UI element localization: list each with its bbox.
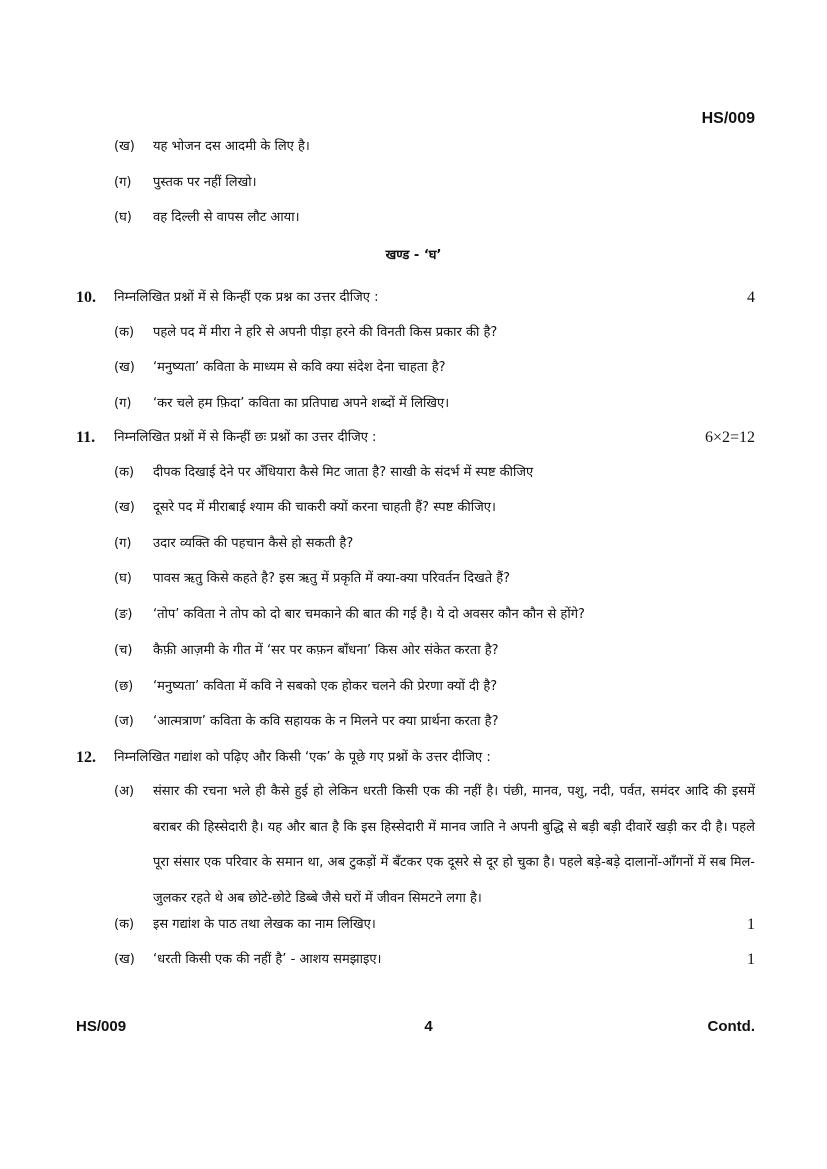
item-label: (ख): [114, 500, 135, 515]
item-label: (ग): [114, 536, 132, 551]
item-text: ‘आत्मत्राण’ कविता के कवि सहायक के न मिलने पर क्या प्रार्थना करता है?: [153, 714, 499, 729]
item-label: (घ): [114, 571, 132, 586]
item-text: ‘तोप’ कविता ने तोप को दो बार चमकाने की बात की गई है। ये दो अवसर कौन कौन से होंगे?: [153, 607, 585, 622]
item-label: (ख): [114, 139, 135, 154]
item-text: पहले पद में मीरा ने हरि से अपनी पीड़ा हरने की विनती किस प्रकार की है?: [153, 325, 498, 340]
item-text: ‘मनुष्यता’ कविता के माध्यम से कवि क्या संदेश देना चाहता है?: [153, 360, 446, 375]
item-label: (ख): [114, 952, 135, 967]
question-marks: 4: [747, 289, 755, 306]
item-marks: 1: [747, 916, 755, 933]
item-text: ‘कर चले हम फ़िदा’ कविता का प्रतिपाद्य अपने शब्दों में लिखिए।: [153, 396, 450, 411]
item-label: (क): [114, 325, 135, 340]
item-text: ‘धरती किसी एक की नहीं है’ - आशय समझाइए।: [153, 952, 382, 967]
item-text: यह भोजन दस आदमी के लिए है।: [153, 139, 310, 154]
item-text: कैफ़ी आज़मी के गीत में ‘सर पर कफ़न बाँधना’ किस ओर संकेत करता है?: [153, 643, 499, 658]
item-text: पुस्तक पर नहीं लिखो।: [153, 175, 257, 190]
item-text: पावस ऋतु किसे कहते है? इस ऋतु में प्रकृति में क्या-क्या परिवर्तन दिखते हैं?: [153, 571, 511, 586]
item-text: उदार व्यक्ति की पहचान कैसे हो सकती है?: [153, 536, 354, 551]
item-text: ‘मनुष्यता’ कविता में कवि ने सबको एक होकर चलने की प्रेरणा क्यों दी है?: [153, 679, 498, 694]
question-marks: 6×2=12: [704, 429, 755, 446]
item-label: (घ): [114, 210, 132, 225]
section-title: खण्ड - ‘घ’: [385, 248, 442, 263]
continued-label: Contd.: [707, 1018, 755, 1035]
passage-label: (अ): [114, 784, 135, 799]
paper-code-footer: HS/009: [76, 1018, 127, 1035]
question-number: 11.: [76, 429, 96, 446]
item-label: (ग): [114, 175, 132, 190]
item-label: (ग): [114, 396, 132, 411]
item-marks: 1: [747, 951, 755, 968]
question-text: निम्नलिखित प्रश्नों में से किन्हीं छः प्रश्नों का उत्तर दीजिए :: [114, 430, 377, 445]
item-text: वह दिल्ली से वापस लौट आया।: [153, 210, 300, 225]
item-text: इस गद्यांश के पाठ तथा लेखक का नाम लिखिए।: [153, 917, 376, 932]
passage-text: संसार की रचना भले ही कैसे हुई हो लेकिन धरती किसी एक की नहीं है। पंछी, मानव, पशु, नदी, पर्वत, समंदर आदि की इसमें बराबर की हिस्सेदारी है। यह और बात है कि इस हिस्सेदारी में मानव जाति ने अपनी बुद्धि से बड़ी बड़ी दीवारें खड़ी कर दी है। पहले पूरा संसार एक परिवार के समान था, अब टुकड़ों में बँटकर एक दूसरे से दूर हो चुका है। पहले बड़े-बड़े दालानों-आँगनों में सब मिल-जुलकर रहते थे अब छोटे-छोटे डिब्बे जैसे घरों में जीवन सिमटने लगा है।: [153, 784, 755, 906]
item-label: (च): [114, 643, 133, 658]
item-label: (ख): [114, 360, 135, 375]
question-number: 12.: [76, 749, 96, 766]
item-label: (ङ): [114, 607, 133, 622]
item-text: दीपक दिखाई देने पर अँधियारा कैसे मिट जाता है? साखी के संदर्भ में स्पष्ट कीजिए: [153, 465, 534, 480]
question-number: 10.: [76, 289, 96, 306]
question-text: निम्नलिखित गद्यांश को पढ़िए और किसी ‘एक’ के पूछे गए प्रश्नों के उत्तर दीजिए :: [114, 750, 491, 765]
item-label: (ज): [114, 714, 134, 729]
item-label: (क): [114, 917, 135, 932]
question-text: निम्नलिखित प्रश्नों में से किन्हीं एक प्रश्न का उत्तर दीजिए :: [114, 290, 379, 305]
item-label: (छ): [114, 679, 134, 694]
item-label: (क): [114, 465, 135, 480]
paper-code-header: HS/009: [701, 110, 755, 127]
item-text: दूसरे पद में मीराबाई श्याम की चाकरी क्यों करना चाहती हैं? स्पष्ट कीजिए।: [153, 500, 496, 515]
page-number: 4: [424, 1018, 433, 1035]
